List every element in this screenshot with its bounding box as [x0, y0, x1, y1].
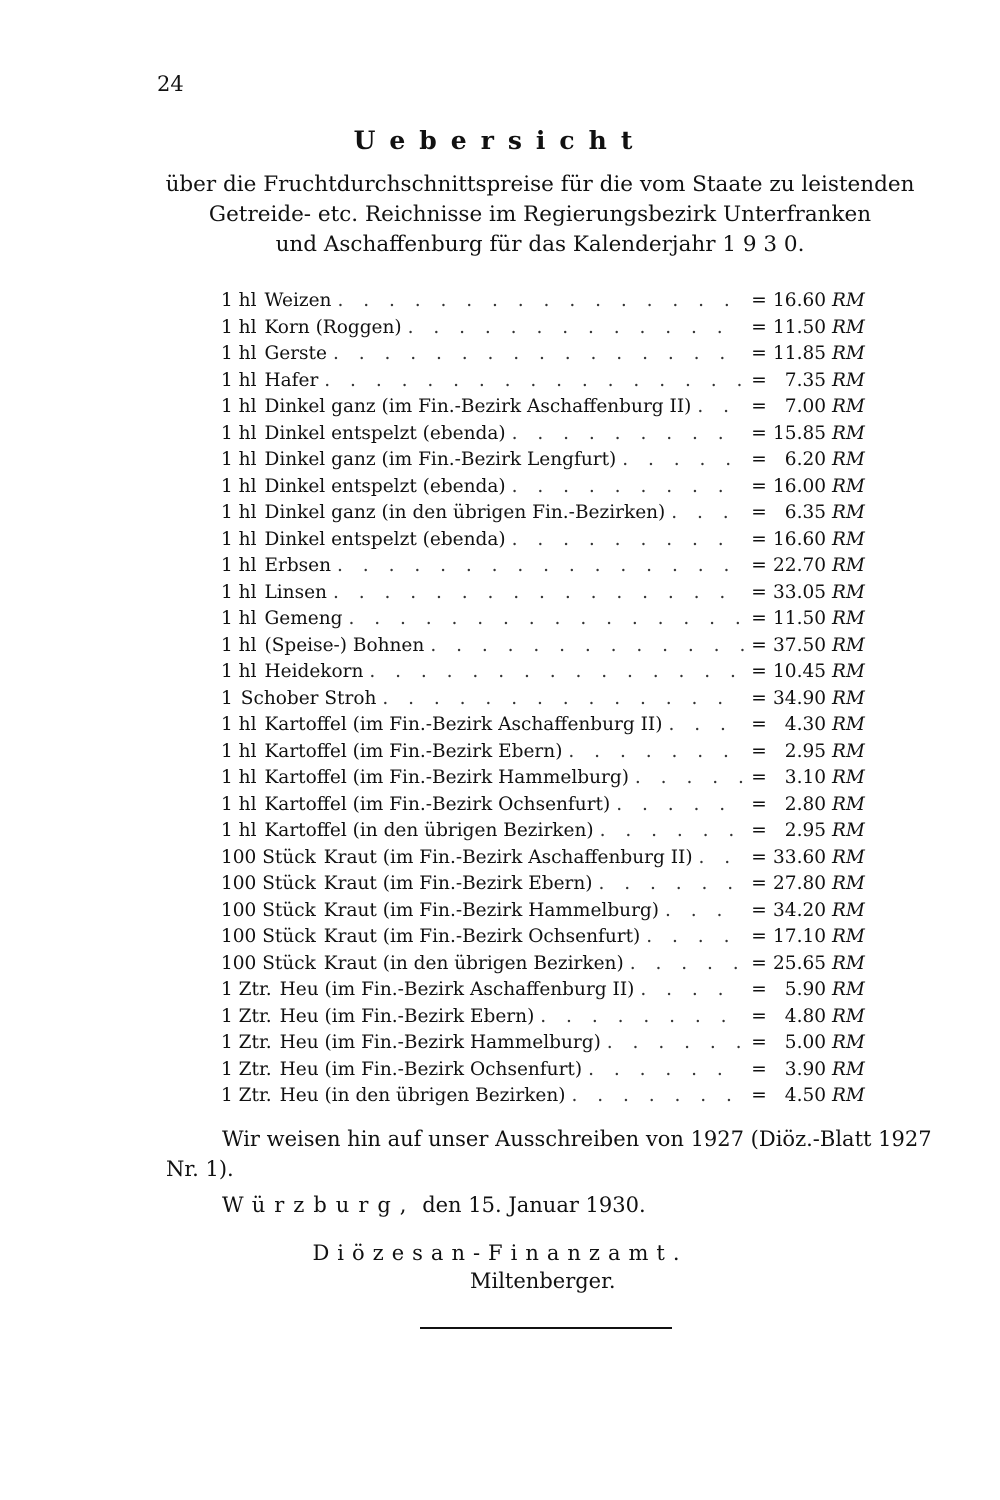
price-row — [221, 502, 866, 529]
price-row — [221, 979, 866, 1006]
row-quantity: 100 Stück — [221, 952, 316, 974]
row-quantity: 1 Ztr. — [221, 1032, 272, 1053]
price-row — [221, 820, 866, 847]
dot-leader — [659, 900, 744, 921]
price-row — [221, 873, 866, 900]
row-price: 37.50 — [773, 634, 826, 656]
row-unit: RM — [832, 475, 865, 497]
dot-leader — [506, 423, 744, 444]
row-unit: RM — [832, 608, 865, 629]
dot-leader — [376, 688, 744, 709]
row-quantity: 100 Stück — [221, 926, 316, 947]
row-item: Gemeng — [264, 608, 343, 629]
row-price: 4.80 — [784, 1005, 826, 1027]
row-quantity: 1 hl — [221, 396, 257, 417]
dot-leader — [402, 317, 744, 338]
row-item: Kartoffel (in den übrigen Bezirken) — [264, 820, 594, 841]
price-row — [221, 1085, 866, 1112]
row-price: 34.90 — [773, 687, 826, 709]
row-quantity: 1 hl — [221, 528, 257, 550]
place-date — [222, 1193, 646, 1217]
row-price: 7.35 — [784, 369, 826, 391]
row-equals: = — [751, 793, 767, 815]
row-price: 2.95 — [784, 740, 826, 762]
row-price: 2.95 — [784, 820, 826, 841]
row-item: Dinkel entspelzt (ebenda) — [264, 422, 506, 444]
row-quantity: 1 hl — [221, 634, 257, 656]
row-quantity: 1 hl — [221, 608, 257, 629]
row-price: 5.00 — [784, 1032, 826, 1053]
dot-leader — [582, 1059, 744, 1080]
signer-name: Miltenberger. — [470, 1269, 616, 1293]
row-equals: = — [751, 581, 767, 603]
dot-leader — [331, 290, 744, 311]
row-price: 16.00 — [773, 475, 826, 497]
row-equals: = — [751, 767, 767, 788]
row-equals: = — [751, 926, 767, 947]
row-equals: = — [751, 687, 767, 709]
dot-leader — [691, 396, 744, 417]
price-row — [221, 476, 866, 503]
row-quantity: 1 Ztr. — [221, 1058, 272, 1080]
row-equals: = — [751, 316, 767, 338]
row-equals: = — [751, 1005, 767, 1027]
row-item: Dinkel ganz (im Fin.-Bezirk Aschaffenburg II) — [264, 396, 692, 417]
row-item: Kartoffel (im Fin.-Bezirk Ebern) — [264, 740, 563, 762]
row-unit: RM — [832, 449, 865, 470]
row-price: 11.50 — [773, 608, 826, 629]
dot-leader — [327, 343, 744, 364]
row-unit: RM — [832, 396, 865, 417]
row-equals: = — [751, 608, 767, 629]
dot-leader — [616, 449, 744, 470]
row-equals: = — [751, 369, 767, 391]
office-block — [0, 1237, 1000, 1269]
price-row — [221, 794, 866, 821]
row-item: Korn (Roggen) — [264, 316, 402, 338]
row-price: 27.80 — [773, 873, 826, 894]
row-equals: = — [751, 422, 767, 444]
row-quantity: 1 hl — [221, 820, 257, 841]
row-item: Heu (im Fin.-Bezirk Ochsenfurt) — [279, 1058, 583, 1080]
row-unit: RM — [832, 555, 865, 576]
row-item: Dinkel entspelzt (ebenda) — [264, 475, 506, 497]
price-row — [221, 608, 866, 635]
row-equals: = — [751, 290, 767, 311]
row-price: 3.90 — [784, 1058, 826, 1080]
row-quantity: 1 hl — [221, 449, 257, 470]
row-price: 10.45 — [773, 661, 826, 682]
row-price: 11.50 — [773, 316, 826, 338]
row-unit: RM — [832, 528, 865, 550]
row-unit: RM — [832, 1058, 865, 1080]
row-item: Kraut (in den übrigen Bezirken) — [323, 952, 624, 974]
row-item: Dinkel ganz (in den übrigen Fin.-Bezirken) — [264, 502, 666, 523]
price-row — [221, 317, 866, 344]
row-unit: RM — [832, 846, 865, 868]
price-row — [221, 343, 866, 370]
row-equals: = — [751, 899, 767, 921]
dot-leader — [424, 635, 744, 656]
row-item: Heu (im Fin.-Bezirk Hammelburg) — [279, 1032, 601, 1053]
dot-leader — [331, 555, 744, 576]
row-equals: = — [751, 661, 767, 682]
row-equals: = — [751, 1085, 767, 1106]
row-price: 17.10 — [773, 926, 826, 947]
row-quantity: 100 Stück — [221, 899, 316, 921]
row-item: Heu (in den übrigen Bezirken) — [279, 1085, 566, 1106]
row-price: 7.00 — [784, 396, 826, 417]
row-equals: = — [751, 475, 767, 497]
row-item: Weizen — [264, 290, 332, 311]
dot-leader — [593, 873, 745, 894]
row-unit: RM — [832, 502, 865, 523]
dot-leader — [662, 714, 744, 735]
price-row — [221, 741, 866, 768]
row-quantity: 1 hl — [221, 661, 257, 682]
row-unit: RM — [832, 820, 865, 841]
dot-leader — [534, 1006, 744, 1027]
dot-leader — [506, 476, 744, 497]
row-unit: RM — [832, 661, 865, 682]
price-row — [221, 661, 866, 688]
dot-leader — [693, 847, 744, 868]
row-equals: = — [751, 952, 767, 974]
dot-leader — [327, 582, 744, 603]
row-price: 15.85 — [773, 422, 826, 444]
row-unit: RM — [832, 290, 865, 311]
row-quantity: 1 — [221, 687, 233, 709]
row-unit: RM — [832, 1005, 865, 1027]
row-quantity: 1 hl — [221, 502, 257, 523]
date: den 15. Januar 1930. — [422, 1193, 646, 1217]
row-equals: = — [751, 528, 767, 550]
row-item: Heu (im Fin.-Bezirk Ebern) — [279, 1005, 535, 1027]
row-quantity: 1 hl — [221, 767, 257, 788]
row-item: Kartoffel (im Fin.-Bezirk Aschaffenburg II) — [264, 714, 663, 735]
row-item: (Speise-) Bohnen — [264, 634, 425, 656]
row-equals: = — [751, 740, 767, 762]
row-unit: RM — [832, 422, 865, 444]
page-number: 24 — [157, 72, 184, 96]
row-price: 2.80 — [784, 793, 826, 815]
row-unit: RM — [832, 714, 865, 735]
row-price: 25.65 — [773, 952, 826, 974]
row-item: Hafer — [264, 369, 319, 391]
row-quantity: 1 Ztr. — [221, 1085, 272, 1106]
row-equals: = — [751, 873, 767, 894]
dot-leader — [318, 370, 744, 391]
row-equals: = — [751, 555, 767, 576]
page-title: Uebersicht — [353, 126, 647, 155]
row-equals: = — [751, 1058, 767, 1080]
price-row — [221, 900, 866, 927]
dot-leader — [594, 820, 744, 841]
row-unit: RM — [832, 926, 865, 947]
row-unit: RM — [832, 873, 865, 894]
row-unit: RM — [832, 343, 865, 364]
row-unit: RM — [832, 369, 865, 391]
row-unit: RM — [832, 767, 865, 788]
dot-leader — [363, 661, 744, 682]
price-row — [221, 767, 866, 794]
dot-leader — [601, 1032, 744, 1053]
row-price: 16.60 — [773, 290, 826, 311]
dot-leader — [562, 741, 744, 762]
notice-text: Wir weisen hin auf unser Ausschreiben von 1927 (Diöz.-Blatt 1927 Nr. 1). — [166, 1127, 932, 1181]
price-row — [221, 953, 866, 980]
row-equals: = — [751, 979, 767, 1000]
subtitle-line: über die Fruchtdurchschnittspreise für die vom Staate zu leistenden — [165, 172, 915, 197]
price-row — [221, 714, 866, 741]
price-row — [221, 290, 866, 317]
row-unit: RM — [832, 899, 865, 921]
row-equals: = — [751, 502, 767, 523]
row-item: Linsen — [264, 581, 327, 603]
row-item: Schober Stroh — [240, 687, 377, 709]
row-price: 33.60 — [773, 846, 826, 868]
row-price: 6.20 — [784, 449, 826, 470]
price-table — [221, 290, 866, 1112]
row-unit: RM — [832, 581, 865, 603]
row-quantity: 1 hl — [221, 740, 257, 762]
row-item: Heu (im Fin.-Bezirk Aschaffenburg II) — [279, 979, 635, 1000]
row-item: Heidekorn — [264, 661, 364, 682]
dot-leader — [342, 608, 744, 629]
row-price: 4.30 — [784, 714, 826, 735]
row-item: Kraut (im Fin.-Bezirk Aschaffenburg II) — [323, 846, 693, 868]
dot-leader — [634, 979, 744, 1000]
price-row — [221, 582, 866, 609]
row-item: Gerste — [264, 343, 327, 364]
row-unit: RM — [832, 952, 865, 974]
row-quantity: 100 Stück — [221, 873, 316, 894]
price-row — [221, 449, 866, 476]
row-quantity: 1 hl — [221, 290, 257, 311]
dot-leader — [665, 502, 744, 523]
price-row — [221, 688, 866, 715]
closing-rule — [420, 1327, 672, 1329]
row-unit: RM — [832, 793, 865, 815]
row-item: Kraut (im Fin.-Bezirk Ochsenfurt) — [323, 926, 641, 947]
row-quantity: 1 hl — [221, 316, 257, 338]
row-equals: = — [751, 343, 767, 364]
row-price: 3.10 — [784, 767, 826, 788]
row-equals: = — [751, 846, 767, 868]
subtitle-line: Getreide- etc. Reichnisse im Regierungsbezirk Unterfranken — [208, 202, 872, 227]
row-quantity: 1 Ztr. — [221, 1005, 272, 1027]
price-row — [221, 529, 866, 556]
office-name: Diözesan-Finanzamt. — [312, 1241, 688, 1265]
price-row — [221, 555, 866, 582]
row-unit: RM — [832, 740, 865, 762]
row-equals: = — [751, 1032, 767, 1053]
row-price: 6.35 — [784, 502, 826, 523]
price-row — [221, 847, 866, 874]
row-item: Dinkel ganz (im Fin.-Bezirk Lengfurt) — [264, 449, 617, 470]
price-row — [221, 635, 866, 662]
price-row — [221, 1059, 866, 1086]
dot-leader — [640, 926, 744, 947]
price-row — [221, 423, 866, 450]
row-equals: = — [751, 820, 767, 841]
row-unit: RM — [832, 1032, 865, 1053]
row-equals: = — [751, 449, 767, 470]
row-item: Kartoffel (im Fin.-Bezirk Hammelburg) — [264, 767, 629, 788]
row-equals: = — [751, 714, 767, 735]
row-quantity: 1 Ztr. — [221, 979, 272, 1000]
row-quantity: 1 hl — [221, 475, 257, 497]
row-price: 16.60 — [773, 528, 826, 550]
row-item: Kraut (im Fin.-Bezirk Hammelburg) — [323, 899, 659, 921]
row-unit: RM — [832, 1085, 865, 1106]
row-equals: = — [751, 634, 767, 656]
dot-leader — [624, 953, 744, 974]
row-unit: RM — [832, 316, 865, 338]
subtitle — [150, 170, 930, 260]
row-quantity: 1 hl — [221, 581, 257, 603]
price-row — [221, 1032, 866, 1059]
row-price: 4.50 — [784, 1085, 826, 1106]
dot-leader — [565, 1085, 744, 1106]
row-price: 34.20 — [773, 899, 826, 921]
row-unit: RM — [832, 687, 865, 709]
row-quantity: 1 hl — [221, 714, 257, 735]
row-unit: RM — [832, 979, 865, 1000]
price-row — [221, 926, 866, 953]
row-item: Erbsen — [264, 555, 332, 576]
dot-leader — [506, 529, 744, 550]
place: Würzburg, — [222, 1193, 416, 1217]
dot-leader — [629, 767, 744, 788]
price-row — [221, 1006, 866, 1033]
row-item: Kartoffel (im Fin.-Bezirk Ochsenfurt) — [264, 793, 611, 815]
price-row — [221, 396, 866, 423]
row-equals: = — [751, 396, 767, 417]
row-quantity: 1 hl — [221, 793, 257, 815]
row-quantity: 1 hl — [221, 369, 257, 391]
row-quantity: 1 hl — [221, 343, 257, 364]
row-price: 22.70 — [773, 555, 826, 576]
row-unit: RM — [832, 634, 865, 656]
row-quantity: 1 hl — [221, 555, 257, 576]
row-quantity: 100 Stück — [221, 846, 316, 868]
dot-leader — [610, 794, 744, 815]
row-item: Dinkel entspelzt (ebenda) — [264, 528, 506, 550]
price-row — [221, 370, 866, 397]
row-price: 33.05 — [773, 581, 826, 603]
row-item: Kraut (im Fin.-Bezirk Ebern) — [323, 873, 593, 894]
row-price: 5.90 — [784, 979, 826, 1000]
row-price: 11.85 — [773, 343, 826, 364]
row-quantity: 1 hl — [221, 422, 257, 444]
subtitle-line: und Aschaffenburg für das Kalenderjahr 1 9 3 0. — [275, 232, 805, 257]
